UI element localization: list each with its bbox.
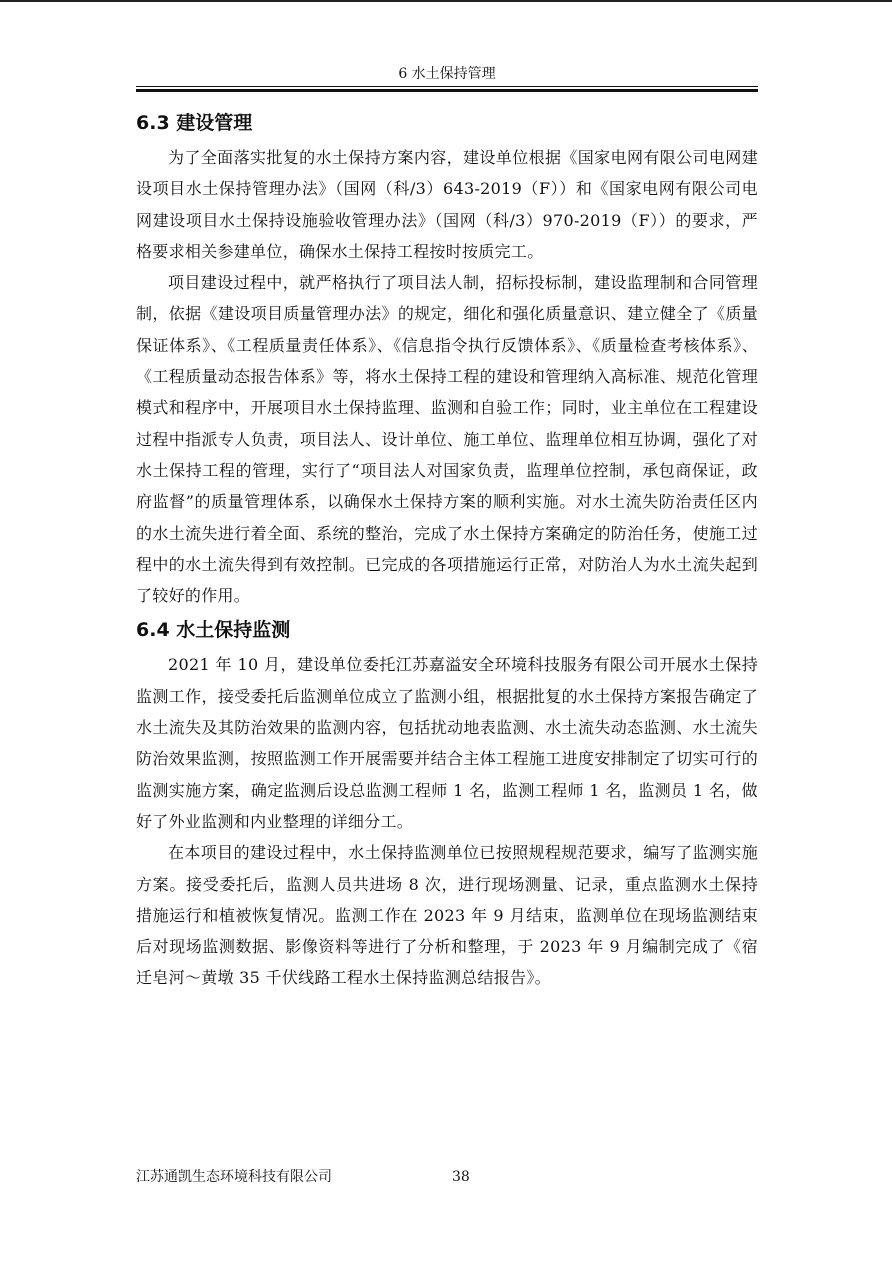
- header-rule-thin: [136, 86, 758, 87]
- section-6-3: [136, 104, 758, 611]
- main-content: [136, 104, 758, 994]
- section-6-4: [136, 611, 758, 993]
- paragraph: 为了全面落实批复的水土保持方案内容，建设单位根据《国家电网有限公司电网建设项目水土保持管理办法》（国网（科/3）643-2019（F））和《国家电网有限公司电网建设项目水土保持设施验收管理办法》（国网（科/3）970-2019（F））的要求，严格要求相关参建单位，确保水土保持工程按时按质完工。: [136, 148, 758, 261]
- paragraph: 2021 年 10 月，建设单位委托江苏嘉溢安全环境科技服务有限公司开展水土保持监测工作，接受委托后监测单位成立了监测小组，根据批复的水土保持方案报告确定了水土流失及其防治效果的监测内容，包括扰动地表监测、水土流失动态监测、水土流失防治效果监测，按照监测工作开展需要并结合主体工程施工进度安排制定了切实可行的监测实施方案，确定监测后设总监测工程师 1 名，监测工程师 1 名，监测员 1 名，做好了外业监测和内业整理的详细分工。: [136, 655, 758, 831]
- header-rule-thick: [136, 89, 758, 92]
- top-border: [0, 0, 892, 2]
- running-header: 6 水土保持管理: [398, 66, 496, 82]
- paragraph: 在本项目的建设过程中，水土保持监测单位已按照规程规范要求，编写了监测实施方案。接受委托后，监测人员共进场 8 次，进行现场测量、记录，重点监测水土保持措施运行和植被恢复情况。监测工作在 2023 年 9 月结束，监测单位在现场监测结束后对现场监测数据、影像资料等进行了分析和整理，于 2023 年 9 月编制完成了《宿迁皂河～黄墩 35 千伏线路工程水土保持监测总结报告》。: [136, 843, 758, 988]
- section-heading: 6.3 建设管理: [136, 112, 253, 134]
- footer-company: 江苏通凯生态环境科技有限公司: [136, 1169, 332, 1185]
- page-number: 38: [452, 1169, 470, 1185]
- paragraph: 项目建设过程中，就严格执行了项目法人制，招标投标制，建设监理制和合同管理制，依据《建设项目质量管理办法》的规定，细化和强化质量意识、建立健全了《质量保证体系》、《工程质量责任体系》、《信息指令执行反馈体系》、《质量检查考核体系》、《工程质量动态报告体系》等，将水土保持工程的建设和管理纳入高标准、规范化管理模式和程序中，开展项目水土保持监理、监测和自验工作；同时，业主单位在工程建设过程中指派专人负责，项目法人、设计单位、施工单位、监理单位相互协调，强化了对水土保持工程的管理，实行了“项目法人对国家负责，监理单位控制，承包商保证，政府监督”的质量管理体系，以确保水土保持方案的顺利实施。对水土流失防治责任区内的水土流失进行着全面、系统的整治，完成了水土保持方案确定的防治任务，使施工过程中的水土流失得到有效控制。已完成的各项措施运行正常，对防治人为水土流失起到了较好的作用。: [136, 273, 758, 606]
- section-heading: 6.4 水土保持监测: [136, 619, 291, 642]
